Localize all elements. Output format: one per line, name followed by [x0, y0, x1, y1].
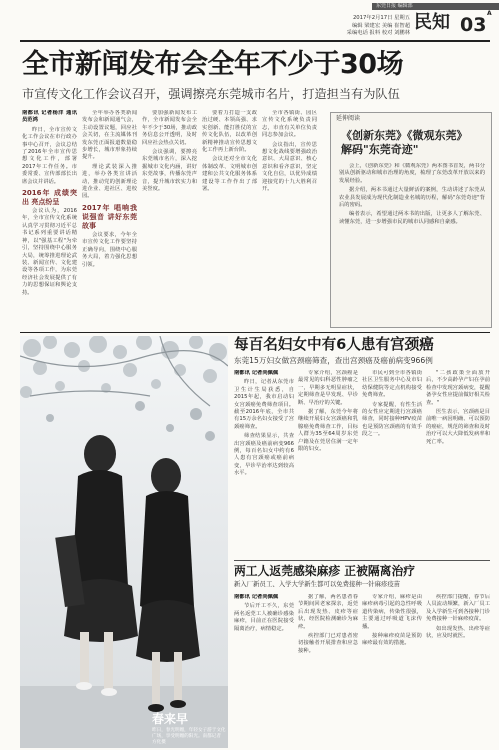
masthead — [0, 0, 499, 48]
lead-byline: 南都讯 记者杨洋 通讯员范鸿 — [22, 110, 77, 124]
sidebar-title-line-2: 解码"东莞奇迹" — [341, 143, 419, 156]
story3-subheadline: 新入厂新员工、入学大学新生都可以免费接种一针麻疹疫苗 — [234, 580, 401, 588]
lead-subhead-2017: 2017年 唱响我说强音 讲好东莞故事 — [82, 203, 137, 230]
sidebar-paragraph: 编者表示，希望通过两本书的出版，让更多人了解东莞、读懂东莞，进一步增强市民的城市认同感和自豪感。 — [339, 211, 485, 225]
story3-paragraph: 疾控部门提醒，春节后人员流动频繁，新入厂员工及入学新生可到各接种门诊免费接种一针麻疹疫苗。 — [426, 594, 490, 623]
lead-paragraph: 要加强新闻发布工作，全市新闻发布会全年不少于30场，推动政务信息公开透明，及时回应社会热点关切。 — [142, 110, 197, 146]
masthead-info — [300, 15, 410, 38]
sidebar-paragraph: 会上，《创新东莞》和《微观东莞》两本图书首发，两书分别从创新驱动和城市治理的角度，梳理了东莞改革开放以来的发展经验。 — [339, 163, 485, 184]
proof-line: 采编电话 报料 校对 刘鹏林 — [346, 30, 410, 36]
story2-paragraph: 医生表示，宫颈癌是目前唯一病因明确、可以预防的癌症，规范的筛查和及时治疗可以大大降低发病率和死亡率。 — [426, 409, 490, 445]
lead-column-5 — [262, 110, 317, 330]
sidebar-title-line-1: 《创新东莞》《微观东莞》 — [341, 129, 468, 142]
story2-paragraph: 专家提醒，有性生活的女性应定期进行宫颈癌筛查，同时接种HPV疫苗也是预防宫颈癌的有效手段之一。 — [362, 401, 422, 438]
sidebar-box — [330, 112, 492, 328]
section-code: A — [487, 10, 492, 17]
story2-paragraph: 昨日，记者从东莞市卫生计生局获悉，自2015年起，我市启动妇女宫颈癌免费筛查项目。截至2016年底，全市共有15万余名妇女接受了宫颈癌筛查。 — [234, 379, 294, 430]
date-line: 2017年2月17日 星期五 — [352, 15, 410, 21]
lead-paragraph: 会议要求，今年全市宣传文化工作要坚持正确导向，围绕中心服务大局，着力强化思想引领。 — [82, 231, 137, 268]
photo-illustration — [20, 336, 228, 748]
story3-paragraph: 专家介绍，麻疹是由麻疹病毒引起的急性呼吸道传染病，传染性很强，主要通过呼吸道飞沫传播。 — [362, 594, 422, 630]
lead-paragraph: 全年举办各类新闻发布会和新闻通气会，主动设置议题，回应社会关切，在主流媒体刊发东莞正面报道数量稳步增长，城市形象持续提升。 — [82, 110, 137, 161]
lead-paragraph: 要着力打造一支政治过硬、本领高强、求实创新、能打胜仗的宣传文化队伍，以改革创新精神推动宣传思想文化工作再上新台阶。 — [202, 110, 257, 154]
story3-paragraph: 疾控部门已对患者密切接触者开展排查和应急接种。 — [298, 633, 358, 654]
story3-paragraph: 接种麻疹疫苗是预防麻疹最有效的措施。 — [362, 633, 422, 647]
lead-paragraph: 会议强调，要擦亮东莞城市名片，深入挖掘城市文化内涵，讲好东莞故事，传播东莞声音，提升城市软实力和美誉度。 — [142, 149, 197, 193]
story2-paragraph: "二孩政策全面放开后，不少高龄孕产妇在孕前检查中发现宫颈病变，提醒备孕女性应提前做好相关检查。" — [426, 370, 490, 406]
sidebar-label-text: 延伸阅读 — [336, 115, 361, 122]
lead-paragraph: 全市各镇街、园区宣传文化系统负责同志，市直有关单位负责同志参加会议。 — [262, 110, 317, 139]
top-bar — [372, 3, 499, 10]
story3-headline: 两工人返莞感染麻疹 正被隔离治疗 — [234, 564, 416, 578]
lead-subhead-2016: 2016年 成绩突出 亮点纷呈 — [22, 189, 77, 207]
lead-paragraph: 会议认为，2016年，全市宣传文化系统认真学习贯彻习近平总书记系列重要讲话精神，以"强基工程"为牵引，坚持围绕中心服务大局，统筹推进理论武装、新闻宣传、文化建设等各项工作，为东莞经济社会发展提供了有力的思想保证和舆论支持。 — [22, 208, 77, 296]
lead-paragraph: 理论武装深入推进，举办各类宣讲活动，推动党的创新理论进企业、进社区、进校园。 — [82, 163, 137, 200]
story2-column-1 — [234, 370, 294, 556]
photo-title: 春来早 — [152, 712, 189, 726]
editor-line: 编辑 梁建宏 美编 崔智超 — [351, 22, 410, 29]
story2-column-2 — [298, 370, 358, 556]
lead-column-4 — [202, 110, 257, 330]
section-name: 民知 — [414, 12, 450, 33]
story3-byline: 南都讯 记者尚佩佩 — [234, 594, 279, 600]
lead-column-2 — [82, 110, 137, 330]
story3-column-4 — [426, 594, 490, 746]
page-number: 03 — [460, 14, 487, 36]
story3-column-3 — [362, 594, 422, 746]
story2-headline: 每百名妇女中有6人患有宫颈癌 — [234, 336, 434, 353]
story3-paragraph: 如出现发热、出疹等症状，应及时就医。 — [426, 625, 490, 640]
news-photo — [20, 336, 228, 748]
lead-column-3 — [142, 110, 197, 330]
story2-subheadline: 东莞15万妇女做宫颈癌筛查，查出宫颈癌及癌前病变966例 — [234, 356, 433, 365]
story2-paragraph: 专家介绍，宫颈癌是最常见的妇科恶性肿瘤之一，早期多无明显症状，定期筛查是早发现、早诊断、早治疗的关键。 — [298, 370, 358, 406]
top-bar-text: 东莞日报 编辑部 — [376, 3, 413, 9]
lead-subheadline: 市宣传文化工作会议召开，强调擦亮东莞城市名片，打造担当有为队伍 — [22, 87, 400, 101]
sidebar-paragraph: 据介绍，两本书通过大量鲜活的案例，生动讲述了东莞从农业县发展成为现代化制造业名城的历程，解码"东莞奇迹"背后的密码。 — [339, 187, 485, 209]
story3-column-2 — [298, 594, 358, 746]
story2-column-3 — [362, 370, 422, 556]
sidebar-title — [341, 129, 487, 157]
story2-byline: 南都讯 记者尚佩佩 — [234, 370, 279, 376]
lead-paragraph: 昨日，全市宣传文化工作会议在市行政办事中心召开，会议总结了2016年全市宣传思想文化工作，部署2017年工作任务。市委常委、宣传部部长出席会议并讲话。 — [22, 126, 77, 185]
story2-paragraph: 据了解，东莞今年将继续开展妇女宫颈癌和乳腺癌免费筛查工作，目标人群为35至64周岁东莞户籍及在莞居住满一定年限的妇女。 — [298, 409, 358, 453]
story2-paragraph: 市民可到全市各镇街社区卫生服务中心及市妇幼保健院等定点机构接受免费筛查。 — [362, 370, 422, 399]
lead-paragraph: 会议指出，宣传思想文化战线要增强政治意识、大局意识、核心意识和看齐意识，坚定文化自信，以优异成绩迎接党的十九大胜利召开。 — [262, 141, 317, 193]
sidebar-label — [331, 113, 365, 125]
story2-paragraph: 筛查结果显示，共查出宫颈癌及癌前病变966例，每百名妇女中约有6人患有宫颈癌或癌前病变，早诊早治率达到较高水平。 — [234, 433, 294, 477]
story3-paragraph: 节后开工不久，东莞两名返莞工人被确诊感染麻疹，目前正在医院接受隔离治疗，病情稳定。 — [234, 603, 294, 632]
sidebar-body — [339, 163, 485, 323]
lead-paragraph: 会议还对全市文化体制改革、文明城市创建和公共文化服务体系建设等工作作出了部署。 — [202, 156, 257, 193]
section-divider — [20, 332, 490, 333]
story-divider — [234, 560, 490, 561]
story3-paragraph: 据了解，两名患者春节期间回老家探亲，返莞后出现发热、皮疹等症状，经医院检测确诊为麻疹。 — [298, 594, 358, 630]
lead-headline: 全市新闻发布会全年不少于30场 — [22, 49, 404, 80]
photo-caption: 昨日，春光明媚，年轻女子游于文化广场，享受明媚的阳光。南都记者 方化摄 — [152, 728, 226, 745]
story2-column-4 — [426, 370, 490, 556]
story3-column-1 — [234, 594, 294, 746]
masthead-rule — [20, 40, 490, 42]
lead-column-1 — [22, 110, 77, 330]
